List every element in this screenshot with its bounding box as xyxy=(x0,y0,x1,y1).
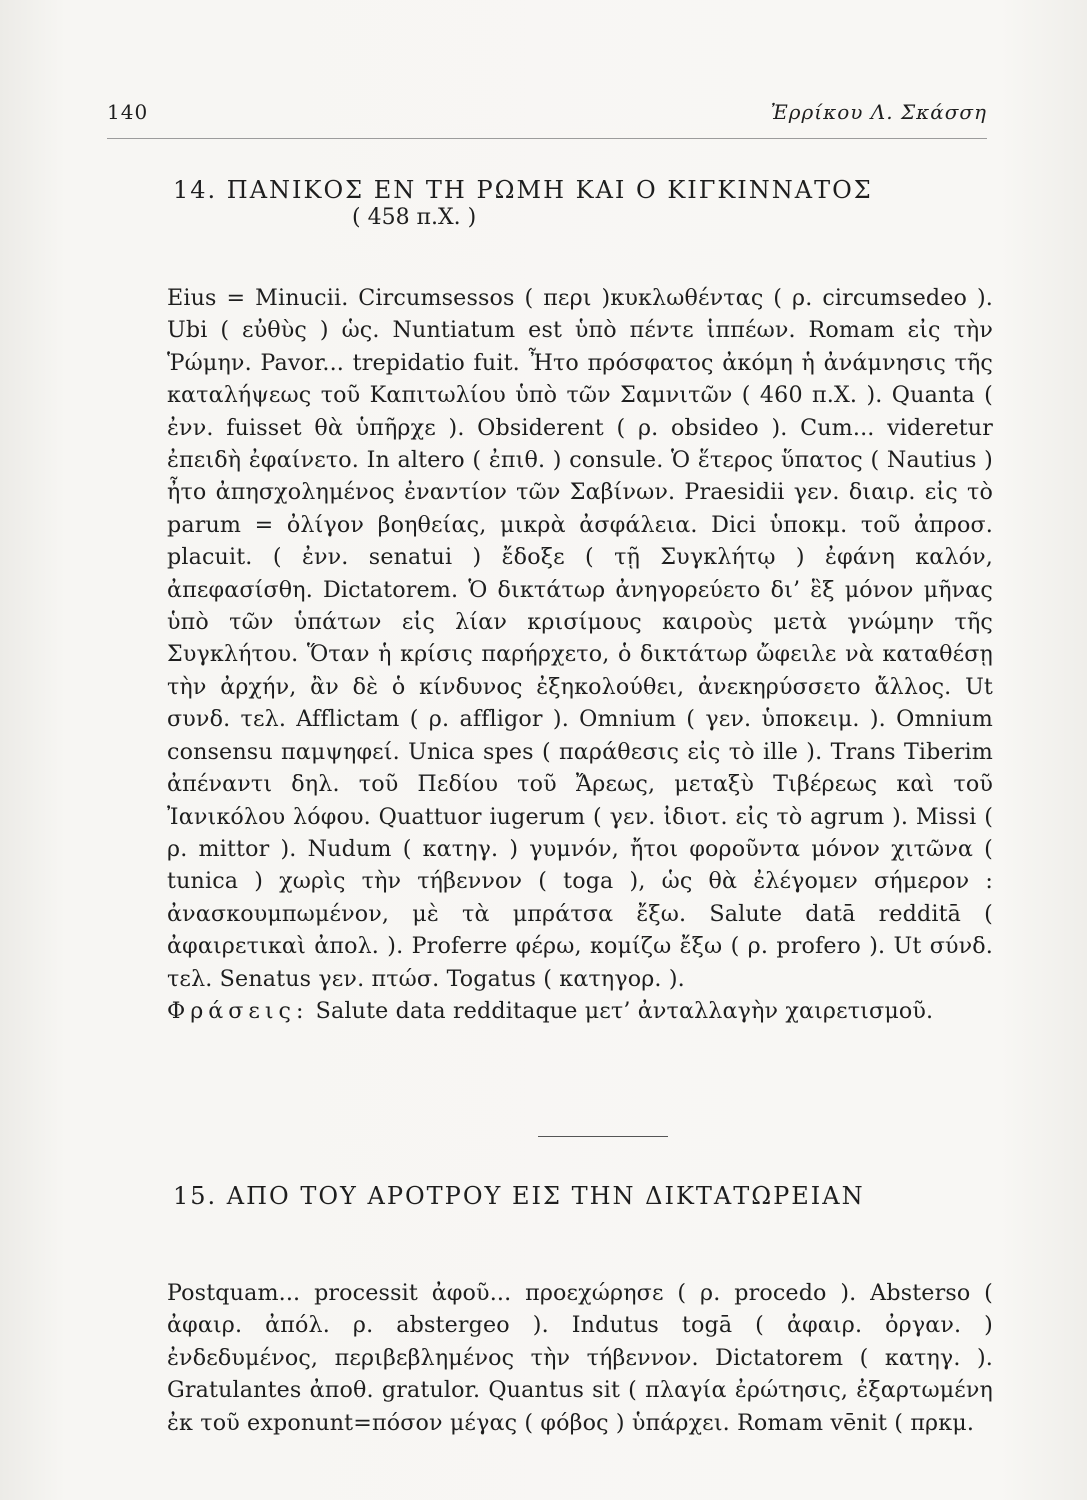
section-divider xyxy=(538,1136,668,1137)
section-15-commentary: Postquam... processit ἀφοῦ... προεχώρησε ( ρ. procedo ). Absterso ( ἀφαιρ. ἀπόλ. ρ. abstergeo ). Indutus togā ( ἀφαιρ. ὀργαν. ) ἐνδεδυμένος, περιβεβλημένος τὴν τήβεννον. Dictatorem ( κατηγ. ). Gratulantes ἀποθ. gratulor. Quantus sit ( πλαγία ἐρώτησις, ἐξαρτωμένη ἐκ τοῦ exponunt=πόσον μέγας ( φόβος ) ὑπάρχει. Romam vēnit ( πρκμ. xyxy=(167,1280,993,1436)
section-15-title: 15. ΑΠΟ ΤΟΥ ΑΡΟΤΡΟΥ ΕΙΣ ΤΗΝ ΔΙΚΤΑΤΩΡΕΙΑΝ xyxy=(173,1182,865,1210)
phrases-text: Salute data redditaque μετ’ ἀνταλλαγὴν χαιρετισμοῦ. xyxy=(315,997,934,1024)
running-head: Ἐρρίκου Λ. Σκάσση xyxy=(770,100,987,124)
section-15-body xyxy=(167,1277,993,1439)
section-14-title: 14. ΠΑΝΙΚΟΣ ΕΝ ΤΗ ΡΩΜΗ ΚΑΙ Ο ΚΙΓΚΙΝΝΑΤΟΣ xyxy=(173,176,873,204)
phrases-label: Φράσεις: xyxy=(167,997,309,1024)
section-14-commentary: Eius = Minucii. Circumsessos ( περι )κυκλωθέντας ( ρ. circumsedeo ). Ubi ( εὐθὺς ) ὡς. Nuntiatum est ὑπὸ πέντε ἱππέων. Romam εἰς τὴν Ῥώμην. Pavor... trepidatio fuit. Ἦτο πρόσφατος ἀκόμη ἡ ἀνάμνησις τῆς καταλήψεως τοῦ Καπιτωλίου ὑπὸ τῶν Σαμνιτῶν ( 460 π.Χ. ). Quanta ( ἐνν. fuisset θὰ ὑπῆρχε ). Obsiderent ( ρ. obsideo ). Cum... videretur ἐπειδὴ ἐφαίνετο. In altero ( ἐπιθ. ) consule. Ὁ ἕτερος ὕπατος ( Nautius ) ἦτο ἀπησχολημένος ἐναντίον τῶν Σαβίνων. Praesidii γεν. διαιρ. εἰς τὸ parum = ὀλίγον βοηθείας, μικρὰ ἀσφάλεια. Dici ὑποκμ. τοῦ ἀπροσ. placuit. ( ἐνν. senatui ) ἔδοξε ( τῇ Συγκλήτῳ ) ἐφάνη καλόν, ἀπεφασίσθη. Dictatorem. Ὁ δικτάτωρ ἀνηγορεύετο δι’ ἓξ μόνον μῆνας ὑπὸ τῶν ὑπάτων εἰς λίαν κρισίμους καιροὺς μετὰ γνώμην τῆς Συγκλήτου. Ὅταν ἡ κρίσις παρήρχετο, ὁ δικτάτωρ ὤφειλε νὰ καταθέσῃ τὴν ἀρχήν, ἂν δὲ ὁ κίνδυνος ἐξηκολούθει, ἀνεκηρύσσετο ἄλλος. Ut συνδ. τελ. Afflictam ( ρ. affligor ). Omnium ( γεν. ὑποκειμ. ). Omnium consensu παμψηφεί. Unica spes ( παράθεσις εἰς τὸ ille ). Trans Tiberim ἀπέναντι δηλ. τοῦ Πεδίου τοῦ Ἄρεως, μεταξὺ Τιβέρεως καὶ τοῦ Ἰανικόλου λόφου. Quattuor iugerum ( γεν. ἰδιοτ. εἰς τὸ agrum ). Missi ( ρ. mittor ). Nudum ( κατηγ. ) γυμνόν, ἤτοι φοροῦντα μόνον χιτῶνα ( tunica ) χωρὶς τὴν τήβεννον ( toga ), ὡς θὰ ἐλέγομεν σήμερον : ἀνασκουμπωμένον, μὲ τὰ μπράτσα ἔξω. Salute datā redditā ( ἀφαιρετικαὶ ἀπολ. ). Proferre φέρω, κομίζω ἔξω ( ρ. profero ). Ut σύνδ. τελ. Senatus γεν. πτώσ. Togatus ( κατηγορ. ). xyxy=(167,285,993,992)
header-rule xyxy=(107,138,987,139)
page-header xyxy=(107,96,987,130)
section-14-date: ( 458 π.Χ. ) xyxy=(352,205,477,230)
section-14-body xyxy=(167,282,993,1027)
page-number: 140 xyxy=(107,100,149,124)
